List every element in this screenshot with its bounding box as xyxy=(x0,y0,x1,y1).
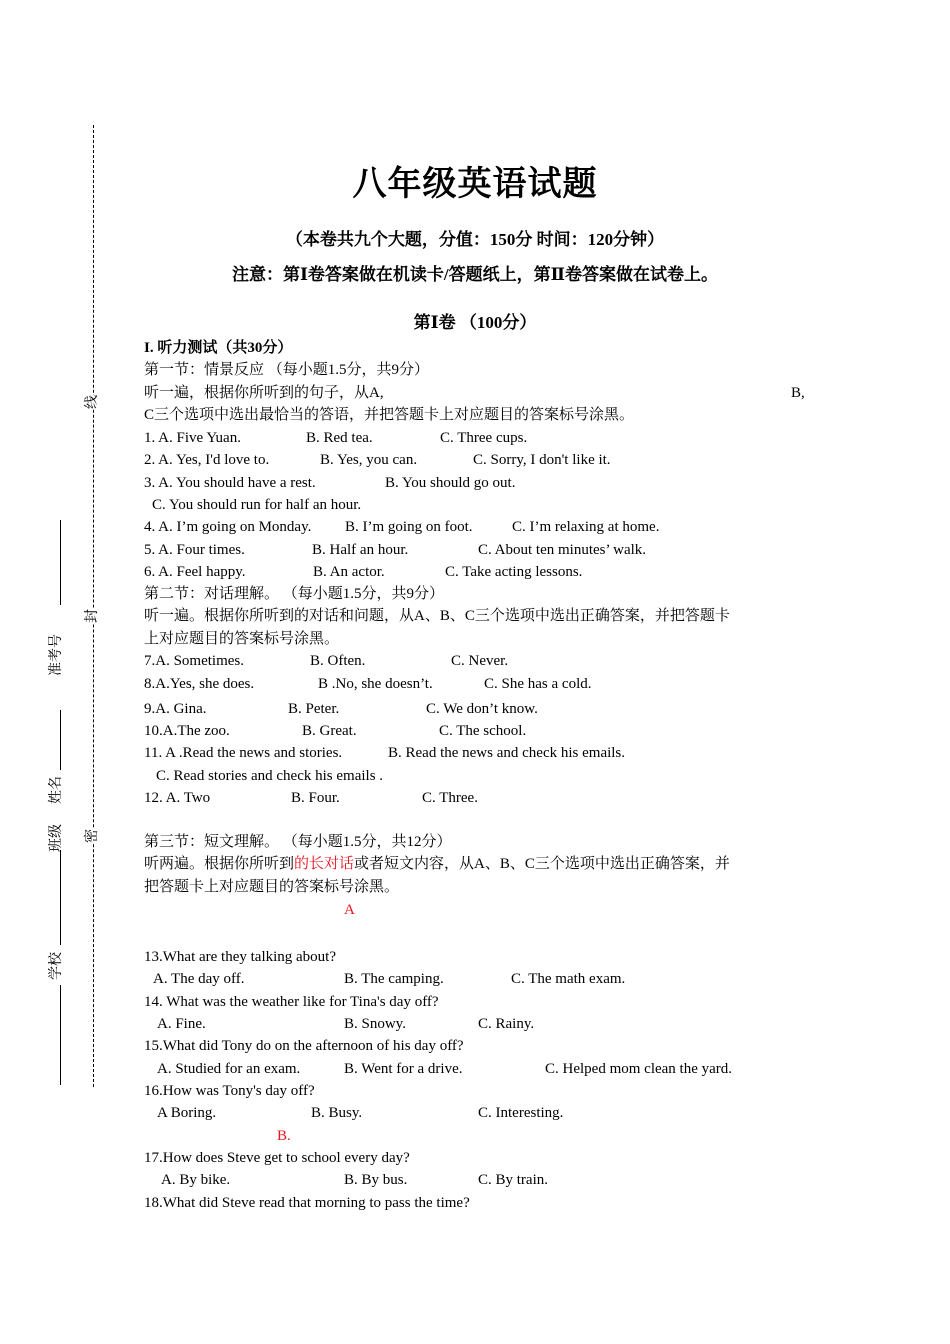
volume-heading: 第Ⅰ卷 （100分） xyxy=(413,313,537,332)
question-12 xyxy=(144,789,478,807)
q12-b: B. Four. xyxy=(291,790,340,806)
mark-a: A xyxy=(344,902,355,918)
question-16: 16.How was Tony's day off? xyxy=(144,1083,315,1099)
q5-a: 5. A. Four times. xyxy=(144,542,245,558)
margin-mi: 密 xyxy=(79,829,103,843)
q6-a: 6. A. Feel happy. xyxy=(144,564,246,580)
question-13-options xyxy=(153,970,625,988)
question-2 xyxy=(144,451,611,469)
q11-a: 11. A .Read the news and stories. xyxy=(144,745,343,761)
part2-instruction-a: 听一遍。根据你所听到的对话和问题，从A、B、C三个选项中选出正确答案，并把答题卡 xyxy=(144,608,730,624)
q7-b: B. Often. xyxy=(310,653,366,669)
q1-a: 1. A. Five Yuan. xyxy=(144,430,241,446)
q1-c: C. Three cups. xyxy=(440,430,528,446)
question-9 xyxy=(144,700,538,718)
q2-b: B. Yes, you can. xyxy=(320,452,418,468)
q12-c: C. Three. xyxy=(422,790,478,806)
part3-instr-a2: 或者短文内容，从A、B、C三个选项中选出正确答案，并 xyxy=(354,856,730,872)
part2-instruction-b: 上对应题目的答案标号涂黑。 xyxy=(144,631,340,647)
q1-b: B. Red tea. xyxy=(306,430,373,446)
q11-b: B. Read the news and check his emails. xyxy=(388,745,626,761)
question-18: 18.What did Steve read that morning to pass the time? xyxy=(144,1195,470,1211)
notice: 注意：第Ⅰ卷答案做在机读卡/答题纸上，第Ⅱ卷答案做在试卷上。 xyxy=(231,265,718,284)
q15-c: C. Helped mom clean the yard. xyxy=(545,1061,733,1077)
q14-c: C. Rainy. xyxy=(478,1016,535,1032)
q6-b: B. An actor. xyxy=(313,564,385,580)
q15-b: B. Went for a drive. xyxy=(344,1061,463,1077)
margin-xuexiao: 学校 xyxy=(49,952,64,980)
q15-a: A. Studied for an exam. xyxy=(157,1061,301,1077)
q2-c: C. Sorry, I don't like it. xyxy=(473,452,611,468)
q14-b: B. Snowy. xyxy=(344,1016,406,1032)
question-6 xyxy=(144,563,582,581)
section-heading: I. 听力测试（共30分） xyxy=(144,340,293,356)
part1-instruction-c: C三个选项中选出最恰当的答语，并把答题卡上对应题目的答案标号涂黑。 xyxy=(144,407,635,423)
q6-c: C. Take acting lessons. xyxy=(445,564,583,580)
q17-c: C. By train. xyxy=(478,1172,548,1188)
margin-xian: 线 xyxy=(79,395,103,409)
q9-c: C. We don’t know. xyxy=(426,701,538,717)
q4-a: 4. A. I’m going on Monday. xyxy=(144,519,312,535)
subtitle: （本卷共九个大题，分值：150分 时间：120分钟） xyxy=(285,230,665,249)
part3-instruction-a xyxy=(144,855,730,873)
q10-c: C. The school. xyxy=(439,723,527,739)
part1-instruction-b: B, xyxy=(791,385,805,401)
page-title: 八年级英语试题 xyxy=(352,164,598,204)
info-solid-line-bottom xyxy=(60,985,61,1085)
question-11-c: C. Read stories and check his emails . xyxy=(156,768,384,784)
q9-b: B. Peter. xyxy=(288,701,340,717)
question-17: 17.How does Steve get to school every day? xyxy=(144,1150,410,1166)
q5-b: B. Half an hour. xyxy=(312,542,409,558)
info-solid-line-mid xyxy=(60,710,61,770)
part3-title: 第三节：短文理解。 （每小题1.5分，共12分） xyxy=(144,834,452,850)
mark-b: B. xyxy=(277,1128,291,1144)
question-14: 14. What was the weather like for Tina's day off? xyxy=(144,994,439,1010)
part3-instr-a1: 听两遍。根据你所听到 xyxy=(144,856,295,872)
q13-c: C. The math exam. xyxy=(511,971,626,987)
question-10 xyxy=(144,722,526,740)
part2-title: 第二节：对话理解。 （每小题1.5分，共9分） xyxy=(144,586,445,602)
question-5 xyxy=(144,541,646,559)
question-11 xyxy=(144,744,625,762)
q14-a: A. Fine. xyxy=(157,1016,206,1032)
margin-feng: 封 xyxy=(79,609,103,623)
q7-a: 7.A. Sometimes. xyxy=(144,653,244,669)
q10-b: B. Great. xyxy=(302,723,357,739)
q8-a: 8.A.Yes, she does. xyxy=(144,676,255,692)
question-15-options xyxy=(157,1060,732,1078)
info-solid-line-top xyxy=(60,520,61,605)
question-17-options xyxy=(161,1171,548,1189)
question-8 xyxy=(144,675,591,693)
q17-a: A. By bike. xyxy=(161,1172,231,1188)
q10-a: 10.A.The zoo. xyxy=(144,723,230,739)
margin-xingming: 姓名 xyxy=(49,776,64,804)
q2-a: 2. A. Yes, I'd love to. xyxy=(144,452,270,468)
q7-c: C. Never. xyxy=(451,653,509,669)
part3-instruction-b: 把答题卡上对应题目的答案标号涂黑。 xyxy=(144,879,400,895)
part3-instr-red: 的长对话 xyxy=(294,856,355,872)
q16-a: A Boring. xyxy=(157,1105,217,1121)
question-3 xyxy=(144,474,515,492)
q9-a: 9.A. Gina. xyxy=(144,701,207,717)
question-15: 15.What did Tony do on the afternoon of his day off? xyxy=(144,1038,464,1054)
question-13: 13.What are they talking about? xyxy=(144,949,337,965)
q4-b: B. I’m going on foot. xyxy=(345,519,473,535)
q4-c: C. I’m relaxing at home. xyxy=(512,519,660,535)
question-4 xyxy=(144,518,659,536)
q16-c: C. Interesting. xyxy=(478,1105,564,1121)
q3-b: B. You should go out. xyxy=(385,475,516,491)
question-16-options xyxy=(157,1104,563,1122)
q3-a: 3. A. You should have a rest. xyxy=(144,475,316,491)
part1-instruction-a: 听一遍，根据你所听到的句子，从A, xyxy=(144,385,384,401)
q8-b: B .No, she doesn’t. xyxy=(318,676,433,692)
margin-zhunkaohao: 准考号 xyxy=(49,634,64,676)
info-solid-line-low xyxy=(60,850,61,945)
q5-c: C. About ten minutes’ walk. xyxy=(478,542,647,558)
q17-b: B. By bus. xyxy=(344,1172,408,1188)
question-3-c: C. You should run for half an hour. xyxy=(152,497,362,513)
margin-banji: 班级 xyxy=(49,824,64,852)
q12-a: 12. A. Two xyxy=(144,790,211,806)
question-1 xyxy=(144,429,527,447)
part1-title: 第一节：情景反应 （每小题1.5分，共9分） xyxy=(144,362,430,378)
question-7 xyxy=(144,652,508,670)
q8-c: C. She has a cold. xyxy=(484,676,592,692)
q13-b: B. The camping. xyxy=(344,971,444,987)
question-14-options xyxy=(157,1015,534,1033)
q13-a: A. The day off. xyxy=(153,971,245,987)
q16-b: B. Busy. xyxy=(311,1105,363,1121)
